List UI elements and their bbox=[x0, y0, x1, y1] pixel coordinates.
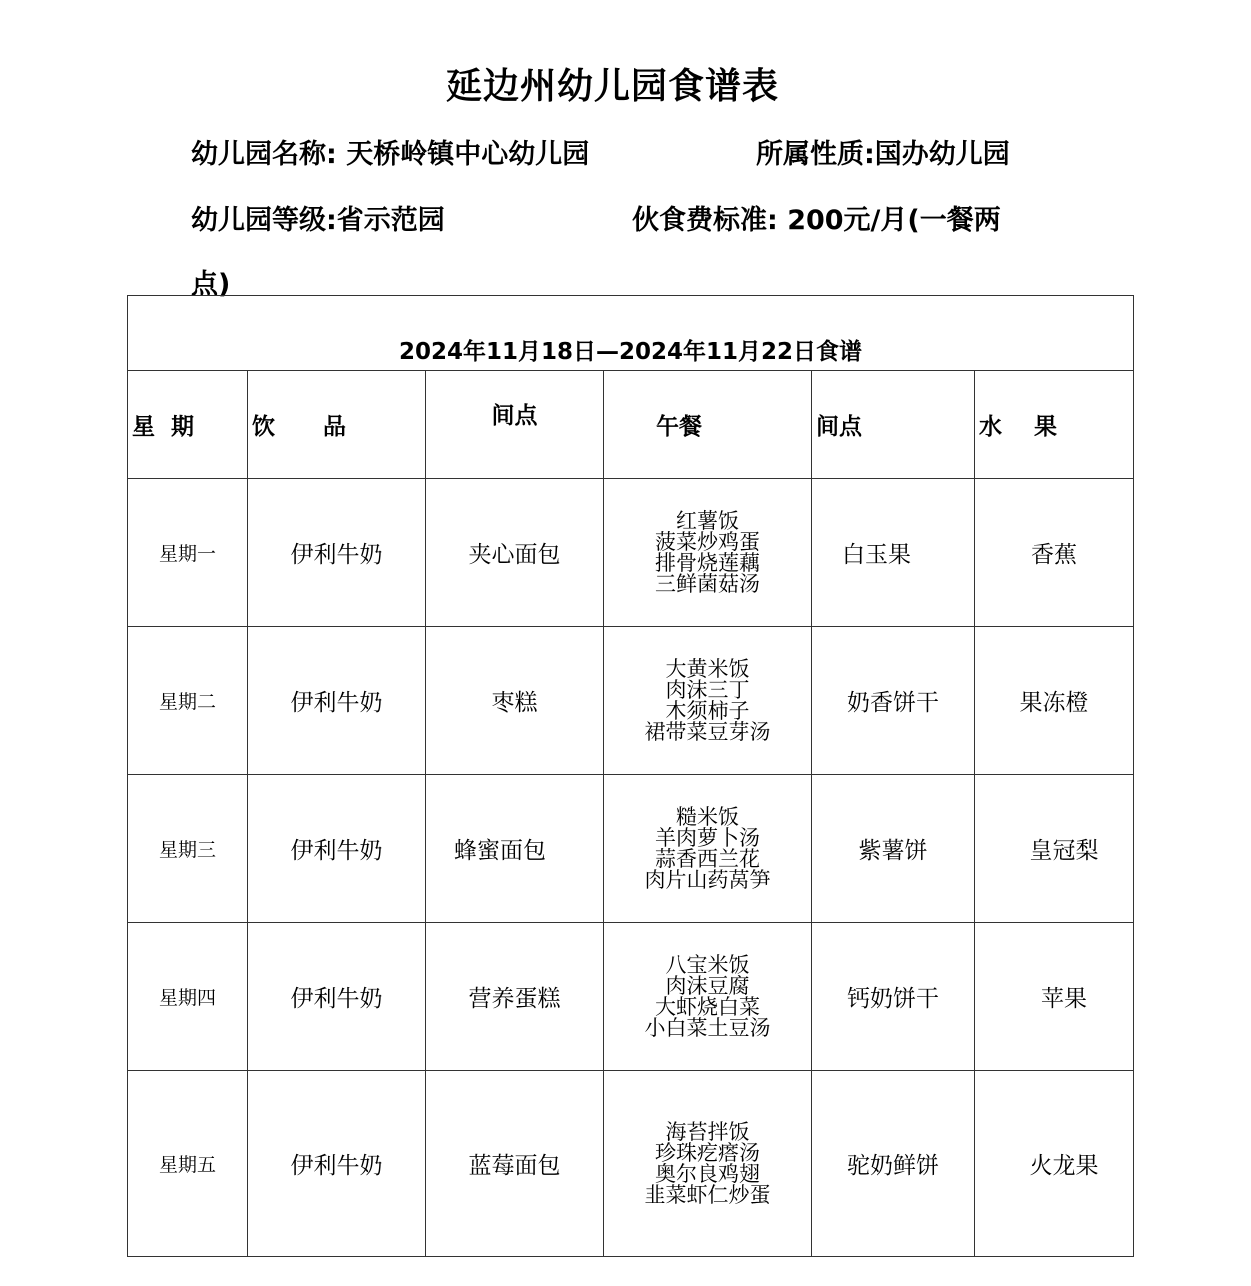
fruit-cell: 果冻橙 bbox=[975, 627, 1134, 775]
table-row bbox=[128, 627, 1134, 775]
day-cell: 星期五 bbox=[128, 1071, 248, 1257]
table-row bbox=[128, 1071, 1134, 1257]
lunch-item: 大虾烧白菜 bbox=[655, 994, 760, 1019]
kindergarten-level: 幼儿园等级:省示范园 bbox=[191, 205, 445, 236]
lunch-item: 珍珠疙瘩汤 bbox=[655, 1140, 760, 1165]
lunch-item: 海苔拌饭 bbox=[665, 1119, 750, 1144]
kindergarten-name bbox=[191, 132, 589, 171]
lunch-cell bbox=[604, 479, 812, 627]
header-drink: 饮 品 bbox=[248, 371, 426, 479]
kindergarten-nature: 所属性质:国办幼儿园 bbox=[756, 139, 1010, 170]
lunch-item: 小白菜土豆汤 bbox=[644, 1015, 771, 1040]
lunch-cell bbox=[604, 1071, 812, 1257]
menu-table bbox=[127, 295, 1134, 1257]
snack1-cell: 蓝莓面包 bbox=[426, 1071, 604, 1257]
fruit-cell: 苹果 bbox=[975, 923, 1134, 1071]
lunch-item: 蒜香西兰花 bbox=[655, 846, 760, 871]
drink-cell: 伊利牛奶 bbox=[248, 627, 426, 775]
lunch-cell bbox=[604, 775, 812, 923]
snack2-cell: 白玉果 bbox=[812, 479, 975, 627]
day-cell: 星期二 bbox=[128, 627, 248, 775]
header-snack-2: 间点 bbox=[812, 371, 975, 479]
day-cell: 星期一 bbox=[128, 479, 248, 627]
page-title: 延边州幼儿园食谱表 bbox=[445, 66, 779, 107]
drink-cell: 伊利牛奶 bbox=[248, 479, 426, 627]
lunch-cell bbox=[604, 923, 812, 1071]
snack2-cell: 钙奶饼干 bbox=[812, 923, 975, 1071]
day-cell: 星期四 bbox=[128, 923, 248, 1071]
fruit-cell: 火龙果 bbox=[975, 1071, 1134, 1257]
lunch-item: 裙带菜豆芽汤 bbox=[644, 719, 771, 744]
lunch-item: 排骨烧莲藕 bbox=[655, 550, 760, 575]
snack2-cell: 奶香饼干 bbox=[812, 627, 975, 775]
snack2-cell: 驼奶鲜饼 bbox=[812, 1071, 975, 1257]
lunch-item: 八宝米饭 bbox=[665, 952, 750, 977]
lunch-cell bbox=[604, 627, 812, 775]
menu-date-range: 2024年11月18日—2024年11月22日食谱 bbox=[128, 296, 1134, 371]
snack1-cell: 蜂蜜面包 bbox=[426, 775, 604, 923]
lunch-item: 大黄米饭 bbox=[665, 656, 750, 681]
lunch-item: 木须柿子 bbox=[665, 698, 750, 723]
table-row bbox=[128, 775, 1134, 923]
lunch-item: 肉片山药莴笋 bbox=[644, 867, 771, 892]
drink-cell: 伊利牛奶 bbox=[248, 923, 426, 1071]
snack2-cell: 紫薯饼 bbox=[812, 775, 975, 923]
snack1-cell: 夹心面包 bbox=[426, 479, 604, 627]
lunch-item: 肉沫三丁 bbox=[665, 677, 750, 702]
table-row bbox=[128, 479, 1134, 627]
header-day: 星 期 bbox=[128, 371, 248, 479]
kindergarten-name-label: 幼儿园名称: bbox=[191, 139, 337, 170]
lunch-item: 肉沫豆腐 bbox=[665, 973, 750, 998]
lunch-item: 红薯饭 bbox=[676, 508, 739, 533]
meal-fee: 伙食费标准: 200元/月(一餐两 bbox=[632, 205, 1001, 236]
snack1-cell: 营养蛋糕 bbox=[426, 923, 604, 1071]
drink-cell: 伊利牛奶 bbox=[248, 1071, 426, 1257]
header-lunch: 午餐 bbox=[604, 371, 812, 479]
lunch-item: 韭菜虾仁炒蛋 bbox=[644, 1182, 771, 1207]
kindergarten-name-value: 天桥岭镇中心幼儿园 bbox=[346, 139, 590, 170]
drink-cell: 伊利牛奶 bbox=[248, 775, 426, 923]
lunch-item: 奥尔良鸡翅 bbox=[655, 1161, 760, 1186]
meal-fee-cont: 点) bbox=[191, 269, 231, 300]
snack1-cell: 枣糕 bbox=[426, 627, 604, 775]
fruit-cell: 皇冠梨 bbox=[975, 775, 1134, 923]
lunch-item: 三鲜菌菇汤 bbox=[655, 571, 760, 596]
lunch-item: 糙米饭 bbox=[676, 804, 739, 829]
fruit-cell: 香蕉 bbox=[975, 479, 1134, 627]
table-row bbox=[128, 923, 1134, 1071]
header-snack-1: 间点 bbox=[426, 371, 604, 479]
header-fruit: 水 果 bbox=[975, 371, 1134, 479]
day-cell: 星期三 bbox=[128, 775, 248, 923]
lunch-item: 羊肉萝卜汤 bbox=[655, 825, 760, 850]
lunch-item: 菠菜炒鸡蛋 bbox=[655, 529, 760, 554]
